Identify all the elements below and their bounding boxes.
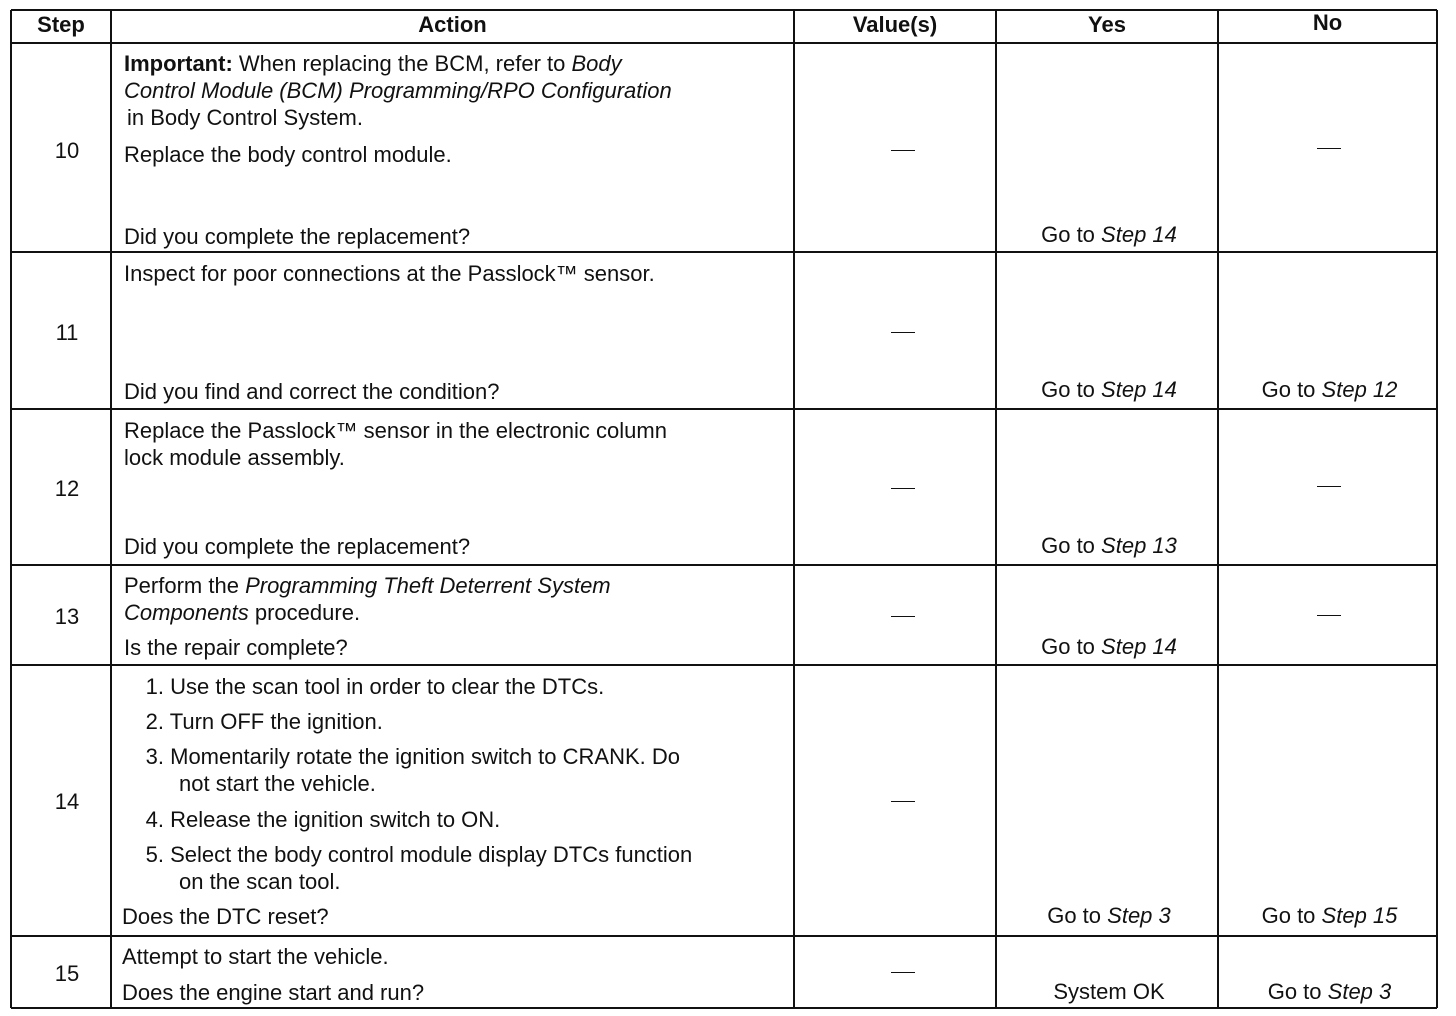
action-instruction-cont: lock module assembly. bbox=[124, 445, 345, 470]
list-item-cont: on the scan tool. bbox=[179, 869, 341, 894]
yes-goto[interactable]: Go to Step 14 bbox=[1041, 377, 1177, 402]
list-item: 3. Momentarily rotate the ignition switch to CRANK. Do bbox=[145, 744, 680, 769]
step-number: 14 bbox=[54, 789, 80, 814]
list-item: 5. Select the body control module display DTCs function bbox=[145, 842, 693, 867]
action-question: Did you complete the replacement? bbox=[124, 224, 471, 249]
list-item: 1. Use the scan tool in order to clear the DTCs. bbox=[145, 674, 605, 699]
action-instruction: Replace the body control module. bbox=[124, 142, 452, 167]
procedure-reference[interactable]: Programming Theft Deterrent System bbox=[245, 573, 611, 598]
header-step: Step bbox=[37, 12, 85, 37]
no-dash bbox=[1317, 148, 1341, 149]
value-dash bbox=[891, 488, 915, 489]
action-instruction: Attempt to start the vehicle. bbox=[122, 944, 389, 969]
step-number: 13 bbox=[54, 604, 80, 629]
yes-goto[interactable]: Go to Step 14 bbox=[1041, 634, 1177, 659]
step-number: 11 bbox=[55, 320, 79, 345]
doc-reference-line[interactable]: Control Module (BCM) Programming/RPO Configuration bbox=[124, 78, 672, 103]
action-question: Is the repair complete? bbox=[124, 635, 348, 660]
action-question: Did you find and correct the condition? bbox=[124, 379, 500, 404]
action-instruction: Replace the Passlock™ sensor in the electronic column bbox=[124, 418, 667, 443]
action-instruction: Inspect for poor connections at the Passlock™ sensor. bbox=[124, 261, 655, 286]
doc-reference[interactable]: Body bbox=[571, 51, 622, 76]
reference-location: in Body Control System. bbox=[127, 105, 363, 130]
step-number: 15 bbox=[54, 961, 80, 986]
value-dash bbox=[891, 150, 915, 151]
header-values: Value(s) bbox=[852, 12, 938, 37]
yes-goto[interactable]: Go to Step 14 bbox=[1041, 222, 1177, 247]
procedure-reference-cont[interactable]: Components bbox=[124, 600, 249, 625]
important-note: Important: When replacing the BCM, refer to Body bbox=[124, 51, 622, 76]
step-number: 10 bbox=[54, 138, 80, 163]
value-dash bbox=[891, 616, 915, 617]
no-goto[interactable]: Go to Step 3 bbox=[1267, 979, 1392, 1004]
no-dash bbox=[1317, 615, 1341, 616]
important-label: Important: bbox=[124, 51, 233, 76]
action-question: Does the DTC reset? bbox=[122, 904, 329, 929]
no-goto[interactable]: Go to Step 12 bbox=[1261, 377, 1398, 402]
action-question: Did you complete the replacement? bbox=[124, 534, 471, 559]
step-number: 12 bbox=[54, 476, 80, 501]
value-dash bbox=[891, 972, 915, 973]
yes-goto[interactable]: Go to Step 13 bbox=[1041, 533, 1177, 558]
list-item-cont: not start the vehicle. bbox=[179, 771, 376, 796]
header-action: Action bbox=[418, 12, 487, 37]
action-instruction-cont: Components procedure. bbox=[124, 600, 361, 625]
list-item: 2. Turn OFF the ignition. bbox=[145, 709, 383, 734]
header-no: No bbox=[1312, 10, 1343, 35]
yes-goto[interactable]: Go to Step 3 bbox=[1047, 903, 1171, 928]
list-item: 4. Release the ignition switch to ON. bbox=[145, 807, 501, 832]
no-dash bbox=[1317, 486, 1341, 487]
no-goto[interactable]: Go to Step 15 bbox=[1261, 903, 1398, 928]
value-dash bbox=[891, 332, 915, 333]
header-yes: Yes bbox=[1088, 12, 1126, 37]
yes-result: System OK bbox=[1053, 979, 1165, 1004]
action-instruction: Perform the Programming Theft Deterrent System bbox=[124, 573, 611, 598]
action-question: Does the engine start and run? bbox=[122, 980, 425, 1005]
value-dash bbox=[891, 801, 915, 802]
